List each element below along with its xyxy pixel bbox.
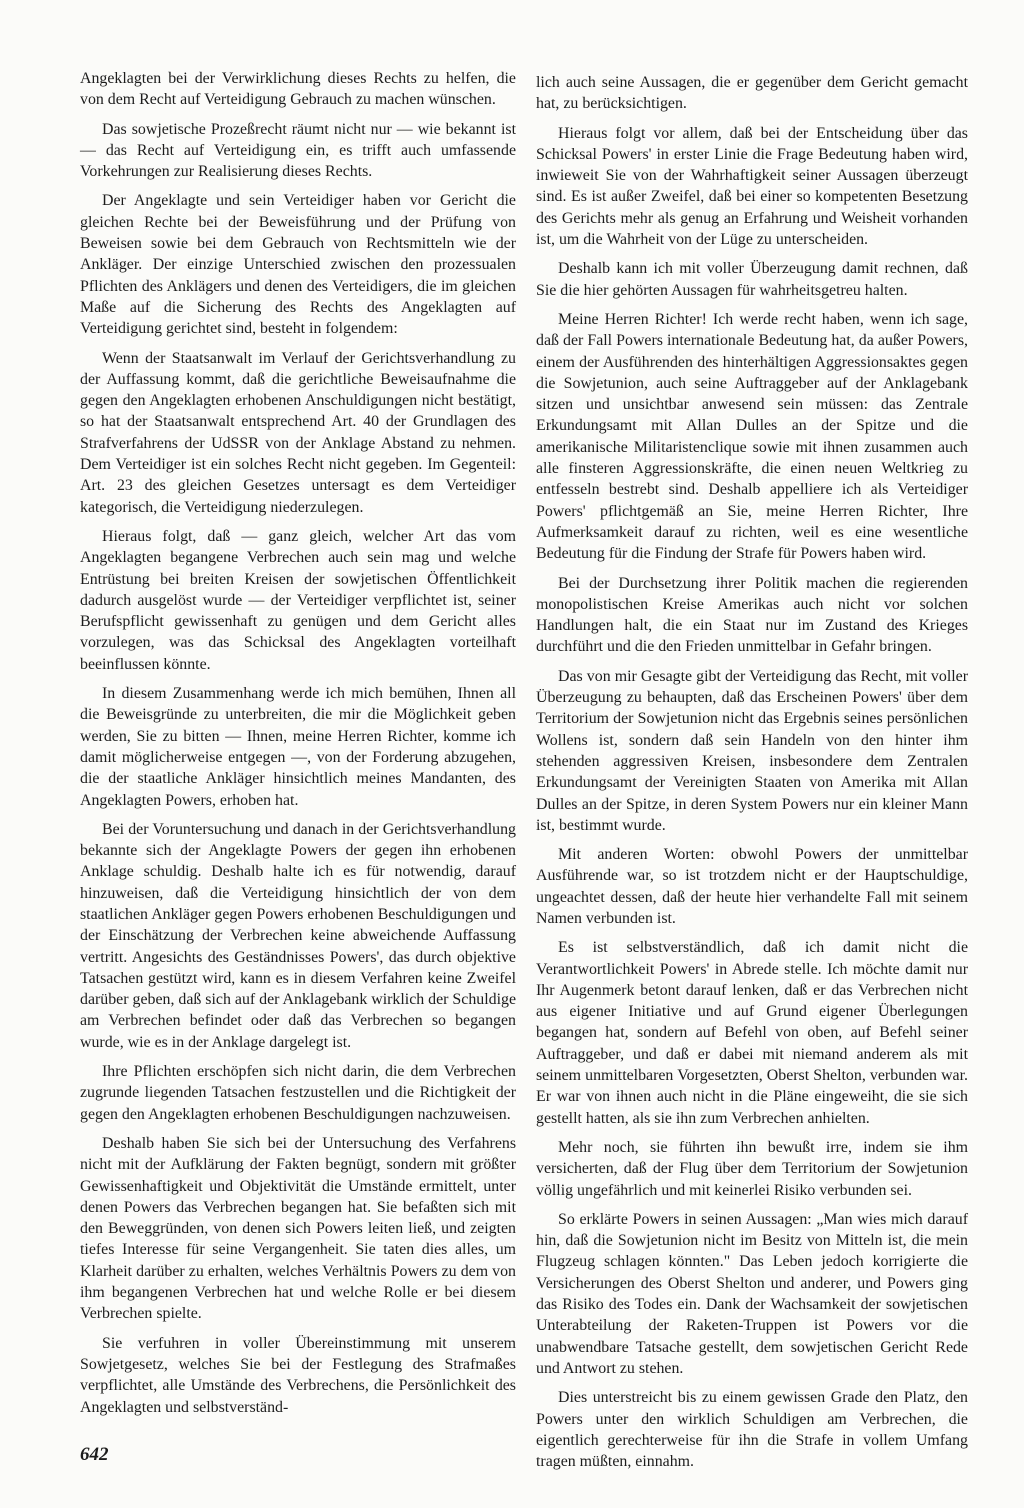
paragraph: In diesem Zusammenhang werde ich mich bemühen, Ihnen all die Beweisgründe zu unterbreiten, die mir die Möglichkeit geben werden, Sie zu bitten — Ihnen, meine Herren Richter, komme ich damit möglicherweise entgegen —, von der Forderung abzugehen, die der staatliche Ankläger hinsichtlich meines Mandanten, des Angeklagten Powers, erhoben hat. (80, 685, 516, 809)
paragraph: Bei der Voruntersuchung und danach in der Gerichtsverhandlung bekannte sich der Angeklagte Powers der gegen ihn erhobenen Anklage schuldig. Deshalb halte ich es für notwendig, darauf hinzuweisen, daß die Verteidigung hinsichtlich der von dem staatlichen Ankläger gegen Powers erhobenen Beschuldigungen und der Einschätzung der Verbrechen keine abweichende Auffassung vertritt. Angesichts des Geständnisses Powers', das durch objektive Tatsachen gestützt wird, kann es in diesem Verfahren keine Zweifel darüber geben, daß sich auf der Anklagebank wirklich der Schuldige am Verbrechen befindet oder daß das Verbrechen so begangen wurde, wie es in der Anklage dargelegt ist. (80, 820, 516, 1051)
paragraph: So erklärte Powers in seinen Aussagen: „Man wies mich darauf hin, daß die Sowjetunion nicht im Besitz von Mitteln ist, die mein Flugzeug schlagen könnten." Das Leben jedoch korrigierte die Versicherungen des Oberst Shelton und anderer, und Powers ging das Risiko des Todes ein. Dank der Wachsamkeit der sowjetischen Unterabteilung der Raketen-Truppen ist Powers vor die unabwendbare Tatsache gestellt, dem sowjetischen Gericht Rede und Antwort zu stehen. (536, 1210, 968, 1377)
paragraph: Angeklagten bei der Verwirklichung dieses Rechts zu helfen, die von dem Recht auf Verteidigung Gebrauch zu machen wünschen. (80, 70, 516, 109)
paragraph: Bei der Durchsetzung ihrer Politik machen die regierenden monopolistischen Kreise Amerikas auch nicht vor solchen Handlungen halt, die ein Staat nur im Zustand des Krieges durchführt und die den Frieden unmittelbar in Gefahr bringen. (536, 574, 968, 656)
paragraph: Dies unterstreicht bis zu einem gewissen Grade den Platz, den Powers unter den wirklich Schuldigen am Verbrechen, die eigentlich gerechterweise für ihn die Strafe in vollem Umfang tragen müßten, einnahm. (536, 1389, 968, 1471)
paragraph: Ihre Pflichten erschöpfen sich nicht darin, die dem Verbrechen zugrunde liegenden Tatsachen festzustellen und die Richtigkeit der gegen den Angeklagten erhobenen Beschuldigungen nachzuweisen. (80, 1063, 516, 1123)
paragraph: Deshalb haben Sie sich bei der Untersuchung des Verfahrens nicht mit der Aufklärung der Fakten begnügt, sondern mit größter Gewissenhaftigkeit und Objektivität die Umstände ermittelt, unter denen Powers das Verbrechen begangen hat. Sie befaßten sich mit den Beweggründen, von denen sich Powers leiten ließ, und zeigten tiefes Interesse für seine Vergangenheit. Sie taten dies alles, um Klarheit darüber zu erhalten, welches Verhältnis Powers zu dem von ihm begangenen Verbrechen hat und welche Rolle er bei diesem Verbrechen spielte. (80, 1134, 516, 1323)
paragraph: Das von mir Gesagte gibt der Verteidigung das Recht, mit voller Überzeugung zu behaupten, daß das Erscheinen Powers' über dem Territorium der Sowjetunion nicht das Ergebnis seines persönlichen Wollens ist, sondern daß sein Handeln von den hinter ihm stehenden aggressiven Kreisen, insbesondere dem Zentralen Erkundungsamt der Vereinigten Staaten von Amerika mit Allan Dulles an der Spitze, in deren System Powers nur ein kleiner Mann ist, bestimmt wurde. (536, 667, 968, 834)
paragraph: Hieraus folgt vor allem, daß bei der Entscheidung über das Schicksal Powers' in erster Linie die Frage Bedeutung haben wird, inwieweit Sie von der Wahrhaftigkeit seiner Aussagen überzeugt sind. Es ist außer Zweifel, daß bei einer so kompetenten Besetzung des Gerichts mehr als genug an Erfahrung und Weisheit vorhanden ist, um die Wahrheit von der Lüge zu unterscheiden. (536, 124, 968, 249)
paragraph: Hieraus folgt, daß — ganz gleich, welcher Art das vom Angeklagten begangene Verbrechen auch sein mag und welche Entrüstung bei breiten Kreisen der sowjetischen Öffentlichkeit dadurch ausgelöst wurde — der Verteidiger verpflichtet ist, seiner Berufspflicht gewissenhaft zu genügen und dem Gericht alles vorzulegen, was das Schicksal des Angeklagten vorteilhaft beeinflussen könnte. (80, 527, 516, 673)
page-number: 642 (80, 1444, 109, 1465)
paragraph: Es ist selbstverständlich, daß ich damit nicht die Verantwortlichkeit Powers' in Abrede stelle. Ich möchte damit nur Ihr Augenmerk betont darauf lenken, daß er das Verbrechen nicht aus eigener Initiative und auf Grund eigener Überlegungen begangen hat, sondern auf Befehl von oben, auf Befehl seiner Auftraggeber, und daß er dabei mit niemand anderem als mit seinem unmittelbaren Vorgesetzten, Oberst Shelton, verbunden war. Er war von ihnen auch nicht in die Pläne eingeweiht, die sie sich gestellt hatten, als sie ihn zum Verbrechen anhielten. (536, 939, 968, 1127)
paragraph: Meine Herren Richter! Ich werde recht haben, wenn ich sage, daß der Fall Powers internationale Bedeutung hat, da außer Powers, einem der Ausführenden des hinterhältigen Aggressionsaktes gegen die Sowjetunion, auch seine Auftraggeber auf der Anklagebank sitzen und unsichtbar anwesend sein müssen: das Zentrale Erkundungsamt mit Allan Dulles an der Spitze und die amerikanische Militaristenclique sowie mit ihnen zusammen auch alle finsteren Aggressionskräfte, die einen neuen Weltkrieg zu entfesseln bestrebt sind. Deshalb appelliere ich als Verteidiger Powers' pflichtgemäß an Sie, meine Herren Richter, Ihre Aufmerksamkeit darauf zu richten, weil es eine wesentliche Bedeutung für die Findung der Strafe für Powers haben wird. (536, 310, 968, 563)
right-text-column (536, 72, 968, 1480)
paragraph: Der Angeklagte und sein Verteidiger haben vor Gericht die gleichen Rechte bei der Beweisführung und der Prüfung von Beweisen sowie bei dem Gebrauch von Rechtsmitteln wie der Ankläger. Der einzige Unterschied zwischen den prozessualen Pflichten des Anklägers und denen des Verteidigers, die im gleichen Maße auf die Sicherung des Rechts des Angeklagten auf Verteidigung gerichtet sind, besteht in folgendem: (80, 192, 516, 338)
paragraph: Mehr noch, sie führten ihn bewußt irre, indem sie ihm versicherten, daß der Flug über dem Territorium der Sowjetunion völlig ungefährlich und mit keinerlei Risiko verbunden sei. (536, 1138, 968, 1199)
paragraph: Mit anderen Worten: obwohl Powers der unmittelbar Ausführende war, so ist trotzdem nicht er der Hauptschuldige, ungeachtet dessen, daß der heute hier verhandelte Fall mit seinem Namen verbunden ist. (536, 846, 968, 927)
paragraph: Das sowjetische Prozeßrecht räumt nicht nur — wie bekannt ist — das Recht auf Verteidigung ein, es trifft auch umfassende Vorkehrungen zur Realisierung dieses Rechts. (80, 120, 516, 181)
left-text-column (80, 68, 516, 1426)
paragraph: Wenn der Staatsanwalt im Verlauf der Gerichtsverhandlung zu der Auffassung kommt, daß die gerichtliche Beweisaufnahme die gegen den Angeklagten erhobenen Anschuldigungen nicht bestätigt, so hat der Staatsanwalt entsprechend Art. 40 der Grundlagen des Strafverfahrens der UdSSR von der Anklage Abstand zu nehmen. Dem Verteidiger ist ein solches Recht nicht gegeben. Im Gegenteil: Art. 23 des gleichen Gesetzes untersagt es dem Verteidiger kategorisch, die Verteidigung niederzulegen. (80, 349, 516, 516)
paragraph: Sie verfuhren in voller Übereinstimmung mit unserem Sowjetgesetz, welches Sie bei der Festlegung des Strafmaßes verpflichtet, alle Umstände des Verbrechens, die Persönlichkeit des Angeklagten und selbstverständ- (80, 1334, 516, 1416)
paragraph: lich auch seine Aussagen, die er gegenüber dem Gericht gemacht hat, zu berücksichtigen. (536, 74, 968, 113)
paragraph: Deshalb kann ich mit voller Überzeugung damit rechnen, daß Sie die hier gehörten Aussagen für wahrheitsgetreu halten. (536, 260, 968, 299)
